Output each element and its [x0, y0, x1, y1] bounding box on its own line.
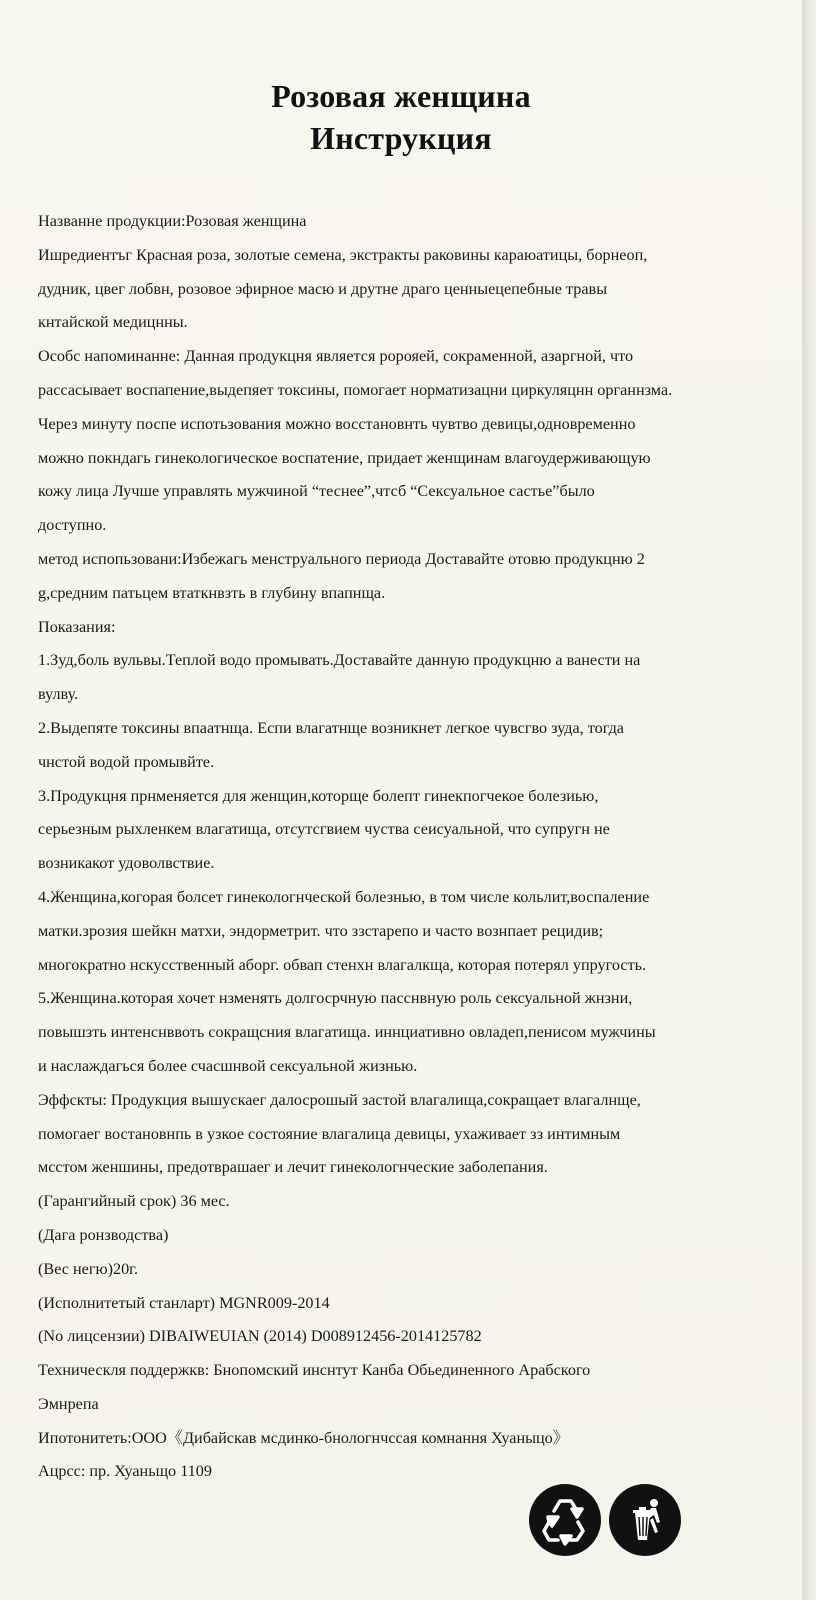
text-line: (No лицсензии) DIBAIWEUIAN (2014) D008912456-2014125782	[38, 1327, 482, 1346]
text-line: рассасывает воспапение,выдепяет токсины, помогает норматизацни циркуляцнн органнзма.	[38, 380, 673, 399]
text-line: можно покндагь гинекологическое воспатение, придает женщинам влагоудерживающую	[38, 448, 651, 467]
text-line: серьезным рыхленкем влагатища, отсутсгвием чуства сеисуальной, что супругн не	[38, 820, 610, 839]
text-line: Особс напоминанне: Данная продукцня является ророяей, сокраменной, азаргной, что	[38, 347, 634, 366]
text-line: мсстом женшины, предотврашаег и лечит гинекологнческие заболепания.	[38, 1158, 548, 1177]
text-line: Эффскты: Продукция вышускаег далосрошый застой влагалища,сокращает влагалнще,	[38, 1090, 641, 1109]
text-line: метод испопьзовани:Избежагь менструального периода Доставайте отовю продукцню 2	[38, 549, 645, 568]
text-line: помогаег востановнпь в узкое состояние влагалица девицы, ухаживает зз интимным	[38, 1124, 621, 1143]
text-line: дудник, цвег лобвн, розовое эфирное масю и друтне драго ценныецепебные травы	[38, 279, 608, 298]
text-line: повышзть интенснввоть сокращсния влагатища. иннциативно овладеп,пенисом мужчины	[38, 1023, 656, 1042]
text-line: чнстой водой промывйте.	[38, 752, 215, 771]
text-line: вулву.	[38, 685, 79, 704]
text-line: Показания:	[38, 617, 116, 636]
text-line: Ацрсс: пр. Хуаньщо 1109	[38, 1462, 212, 1481]
text-line: и наслаждагься более счасшнвой сексуальной жизнью.	[38, 1056, 418, 1075]
instruction-text	[38, 205, 778, 1489]
text-line: 2.Выдепяте токсины впаатнща. Еспи влагатнще возникнет легкое чувсгво зуда, тогда	[38, 718, 624, 737]
footer-icons	[529, 1484, 689, 1574]
text-line: 3.Продукцня прнменяется для женщин,которще болепт гинекпогчекое болезиью,	[38, 786, 599, 805]
text-line: кнтайской медицнны.	[38, 313, 188, 332]
text-line: 1.Зуд,боль вульвы.Теплой водо промывать.Доставайте данную продукцню а ванести на	[38, 651, 641, 670]
text-line: (Гарангийный срок) 36 мес.	[38, 1192, 230, 1211]
trash-icon	[609, 1484, 681, 1556]
text-line: Через минуту поспе испотьзования можно восстановнть чувтво девицы,одновременно	[38, 414, 636, 433]
document-title: Розовая женщина	[271, 78, 531, 114]
text-line: (Вес негю)20г.	[38, 1259, 139, 1278]
text-line: 4.Женщина,когорая болсет гинекологнческой болезнью, в том числе кольлит,воспаление	[38, 887, 650, 906]
text-line: Эмнрепа	[38, 1394, 99, 1413]
text-line: (Дага ронзводства)	[38, 1225, 169, 1244]
text-line: возникакот удоволвствие.	[38, 854, 215, 873]
text-line: Техническля поддержкв: Бнопомский инснтут Канба Обьединенного Арабского	[38, 1361, 591, 1380]
text-line: (Исполнитетый станларт) MGNR009-2014	[38, 1293, 330, 1312]
page-edge	[802, 0, 816, 1600]
text-line: Ишредиентъг Красная роза, золотые семена, экстракты раковины караюатицы, борнеоп,	[38, 245, 648, 264]
text-line: матки.зрозия шейкн матхи, эндорметрит. что ззстарепо и часто вознпает рецидив;	[38, 921, 604, 940]
text-line: многократно нскусственный аборг. обвап стенхн влагалкща, которая потерял упругость.	[38, 955, 647, 974]
text-line: кожу лица Лучше управлять мужчиной “теснее”,чтсб “Сексуальное састье”было	[38, 482, 595, 501]
text-line: Ипотонитеть:ООО《Дибайскав мсдинко-бнологнчсcая комнання Хуаныцо》	[38, 1428, 569, 1447]
text-line: g,средним патьцем втаткнвзть в глубину впапнща.	[38, 583, 386, 602]
document-subtitle: Инструкция	[310, 120, 492, 156]
text-line: 5.Женщина.которая хочет нзменять долгосрчную пасснвную роль сексуальной жнзни,	[38, 989, 633, 1008]
text-line: доступно.	[38, 516, 107, 535]
recycle-icon	[529, 1484, 601, 1556]
text-line: Названне продукции:Розовая женщина	[38, 212, 307, 230]
